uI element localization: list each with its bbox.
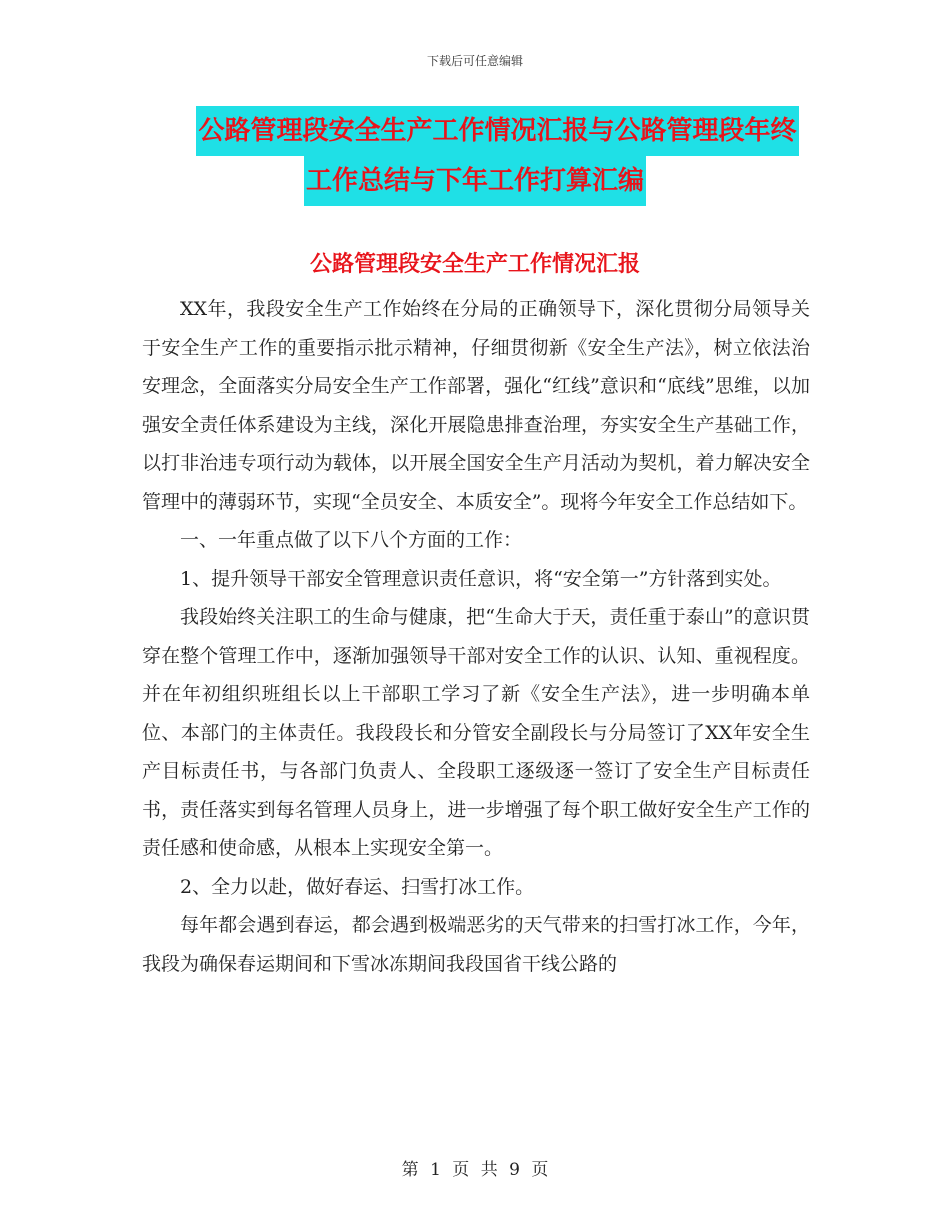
paragraph: 我段始终关注职工的生命与健康，把“生命大于天，责任重于泰山”的意识贯穿在整个管理工作中，逐渐加强领导干部对安全工作的认识、认知、重视程度。并在年初组织班组长以上干部职工学习了新《安全生产法》，进一步明确本单位、本部门的主体责任。我段段长和分管安全副段长与分局签订了XX年安全生产目标责任书，与各部门负责人、全段职工逐级逐一签订了安全生产目标责任书，责任落实到每名管理人员身上，进一步增强了每个职工做好安全生产工作的责任感和使命感，从根本上实现安全第一。 <box>142 606 810 859</box>
page-footer: 第 1 页 共 9 页 <box>401 1160 549 1180</box>
paragraph: XX年，我段安全生产工作始终在分局的正确领导下，深化贯彻分局领导关于安全生产工作的重要指示批示精神，仔细贯彻新《安全生产法》，树立依法治安理念，全面落实分局安全生产工作部署，强化“红线”意识和“底线”思维，以加强安全责任体系建设为主线，深化开展隐患排查治理，夯实安全生产基础工作，以打非治违专项行动为载体，以开展全国安全生产月活动为契机，着力解决安全管理中的薄弱环节，实现“全员安全、本质安全”。现将今年安全工作总结如下。 <box>142 298 810 513</box>
body-text <box>142 290 810 983</box>
title-line-2: 工作总结与下年工作打算汇编 <box>304 156 646 206</box>
title-line-1: 公路管理段安全生产工作情况汇报与公路管理段年终 <box>196 106 798 156</box>
paragraph: 1、提升领导干部安全管理意识责任意识，将“安全第一”方针落到实处。 <box>180 567 782 590</box>
document-title <box>0 106 950 206</box>
header-note: 下载后可任意编辑 <box>426 54 523 68</box>
paragraph: 每年都会遇到春运，都会遇到极端恶劣的天气带来的扫雪打冰工作，今年，我段为确保春运期间和下雪冰冻期间我段国省干线公路的 <box>142 914 810 975</box>
section-title: 公路管理段安全生产工作情况汇报 <box>309 252 640 277</box>
paragraph: 一、一年重点做了以下八个方面的工作： <box>180 529 523 551</box>
paragraph: 2、全力以赴，做好春运、扫雪打冰工作。 <box>180 875 535 898</box>
